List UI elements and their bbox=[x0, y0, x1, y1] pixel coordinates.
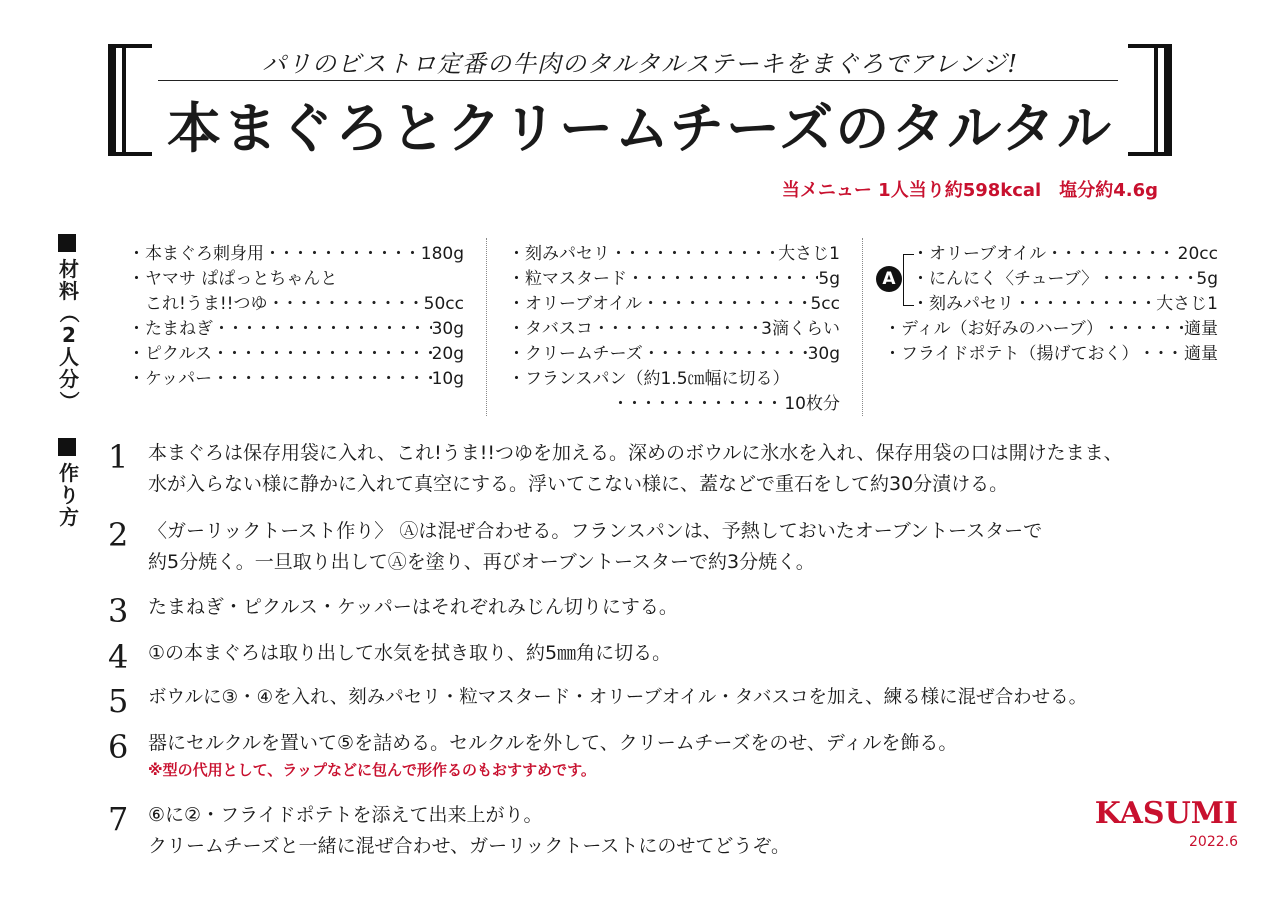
ingredient-row: ・ヤマサ ぱぱっとちゃんと bbox=[128, 269, 338, 289]
calorie-note: 当メニュー 1人当り約598kcal 塩分約4.6g bbox=[781, 180, 1158, 201]
ingredient-row: ・オリーブオイル ・・・・・・・・・・・・・・・・・・・・・・・・・・・・・・・・・・・・・・・・ 20cc bbox=[912, 242, 1218, 267]
step-note: ※型の代用として、ラップなどに包んで形作るのもおすすめです。 bbox=[148, 761, 596, 779]
ingredient-row: ・オリーブオイル ・・・・・・・・・・・・・・・・・・・・・・・・・・・・・・・・・・・・・・・・ 5cc bbox=[508, 292, 840, 317]
recipe-subtitle: パリのビストロ定番の牛肉のタルタルステーキをまぐろでアレンジ! bbox=[261, 50, 1019, 78]
ingredient-row: ・刻みパセリ ・・・・・・・・・・・・・・・・・・・・・・・・・・・・・・・・・・・・・・・・ 大さじ1 bbox=[912, 292, 1218, 317]
step-number: 1 bbox=[108, 438, 129, 476]
column-divider bbox=[486, 238, 487, 416]
left-title-bracket bbox=[108, 44, 152, 156]
ingredient-row: ・ディル（お好みのハーブ） ・・・・・・・・・・・・・・・・・・・・・・・・・・・・・・・・・・・・・・・・ 適量 bbox=[884, 317, 1218, 342]
column-divider bbox=[862, 238, 863, 416]
heading-square-icon bbox=[58, 234, 76, 252]
group-a-marker: A bbox=[876, 266, 902, 292]
ingredient-row: ・刻みパセリ ・・・・・・・・・・・・・・・・・・・・・・・・・・・・・・・・・・・・・・・・ 大さじ1 bbox=[508, 242, 840, 267]
method-heading: 作 り 方 bbox=[58, 438, 80, 528]
ingredients-column-2 bbox=[508, 242, 840, 417]
ingredient-row: ・本まぐろ刺身用 ・・・・・・・・・・・・・・・・・・・・・・・・・・・・・・・・・・・・・・・・ 180g bbox=[128, 242, 464, 267]
right-title-bracket bbox=[1128, 44, 1172, 156]
ingredient-row: ・・・・・・・・・・・・・・・・・・・・・・・・・・・・・・・・・・・・・・・・ 10枚分 bbox=[508, 392, 840, 417]
ingredient-row: ・たまねぎ ・・・・・・・・・・・・・・・・・・・・・・・・・・・・・・・・・・・・・・・・ 30g bbox=[128, 317, 464, 342]
ingredients-heading: 材 料 （ 2 人 分 ） bbox=[58, 234, 80, 412]
ingredient-row: これ!うま!!つゆ ・・・・・・・・・・・・・・・・・・・・・・・・・・・・・・・・・・・・・・・・ 50cc bbox=[128, 292, 464, 317]
step-number: 5 bbox=[108, 682, 129, 720]
step-number: 3 bbox=[108, 592, 129, 630]
step-number: 4 bbox=[108, 638, 129, 676]
kasumi-logo: KASUMI bbox=[1094, 796, 1238, 831]
ingredient-row: ・ケッパー ・・・・・・・・・・・・・・・・・・・・・・・・・・・・・・・・・・・・・・・・ 10g bbox=[128, 367, 464, 392]
ingredient-row: ・ピクルス ・・・・・・・・・・・・・・・・・・・・・・・・・・・・・・・・・・・・・・・・ 20g bbox=[128, 342, 464, 367]
ingredient-row: ・タバスコ ・・・・・・・・・・・・・・・・・・・・・・・・・・・・・・・・・・・・・・・・ 3滴くらい bbox=[508, 317, 840, 342]
step-number: 2 bbox=[108, 516, 129, 554]
title-divider bbox=[158, 80, 1118, 81]
step-number: 6 bbox=[108, 728, 129, 766]
ingredient-row: ・にんにく〈チューブ〉 ・・・・・・・・・・・・・・・・・・・・・・・・・・・・・・・・・・・・・・・・ 5g bbox=[912, 267, 1218, 292]
ingredient-row: ・フライドポテト（揚げておく） ・・・・・・・・・・・・・・・・・・・・・・・・・・・・・・・・・・・・・・・・ 適量 bbox=[884, 342, 1218, 367]
ingredients-column-3-group-a bbox=[912, 242, 1218, 317]
ingredient-row: ・粒マスタード ・・・・・・・・・・・・・・・・・・・・・・・・・・・・・・・・・・・・・・・・ 5g bbox=[508, 267, 840, 292]
publish-date: 2022.6 bbox=[1189, 834, 1238, 850]
ingredient-row: ・クリームチーズ ・・・・・・・・・・・・・・・・・・・・・・・・・・・・・・・・・・・・・・・・ 30g bbox=[508, 342, 840, 367]
heading-square-icon bbox=[58, 438, 76, 456]
ingredient-row: ・フランスパン（約1.5㎝幅に切る） bbox=[508, 369, 790, 389]
recipe-title: 本まぐろとクリームチーズのタルタル bbox=[166, 96, 1114, 160]
ingredients-column-1 bbox=[128, 242, 464, 392]
ingredients-column-3 bbox=[884, 317, 1218, 367]
step-number: 7 bbox=[108, 800, 129, 838]
